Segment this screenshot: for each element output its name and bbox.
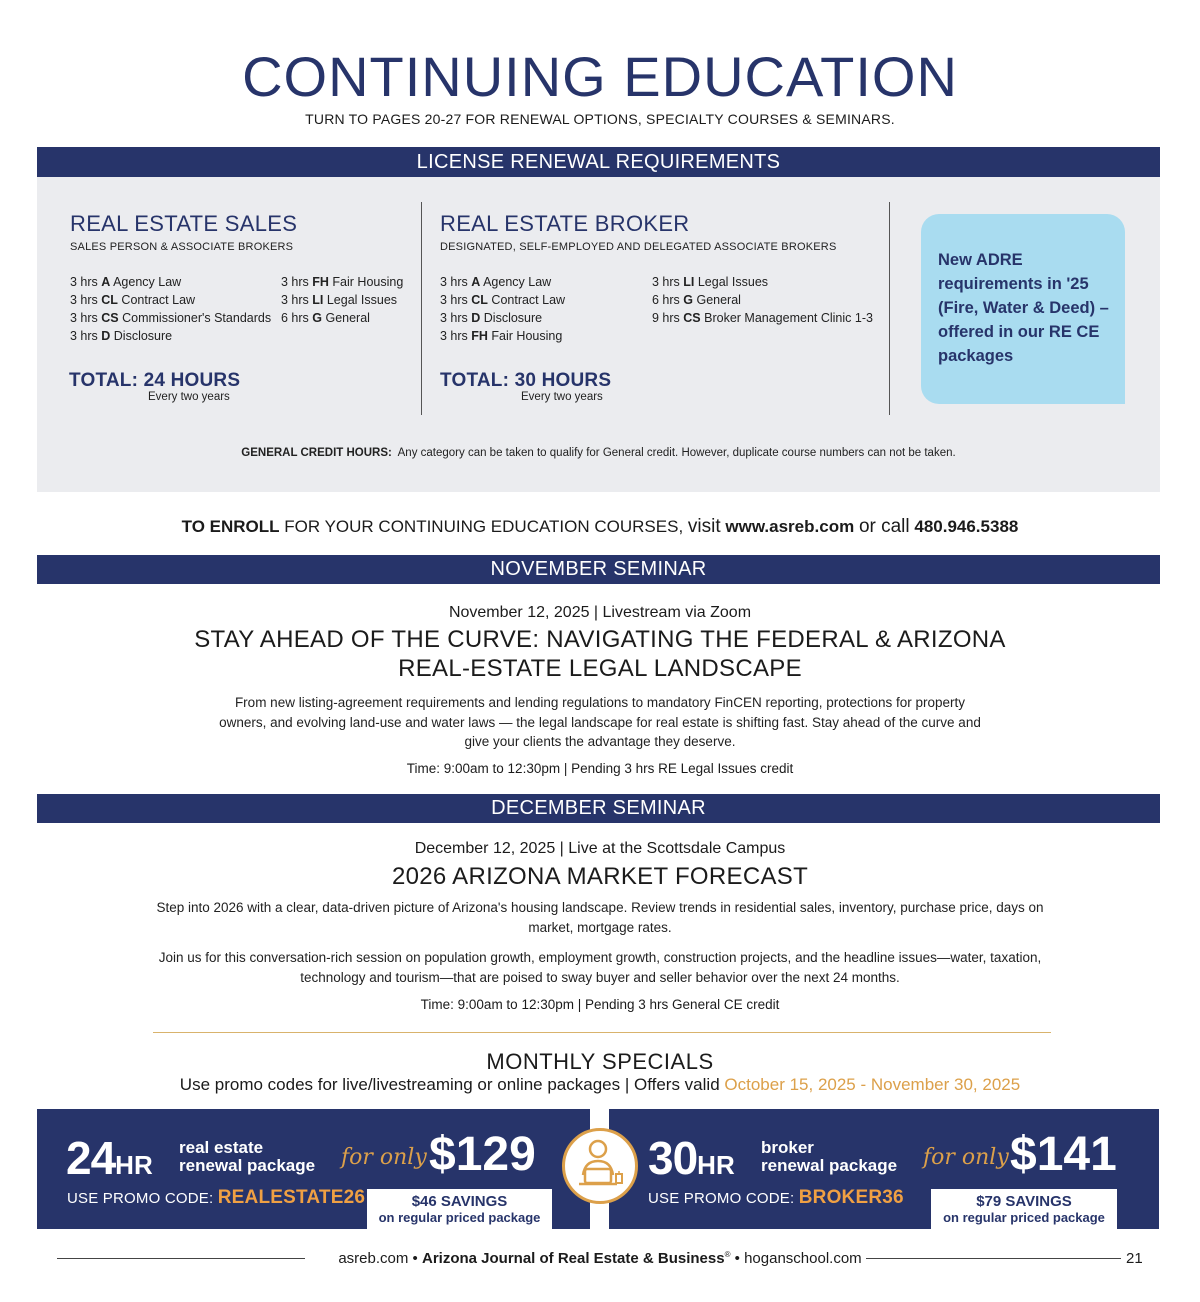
november-date: November 12, 2025 | Livestream via Zoom	[448, 604, 752, 621]
promo-price: $129	[429, 1128, 536, 1181]
december-band-label: DECEMBER SEMINAR	[491, 797, 706, 819]
promo-for-only: for only	[923, 1145, 1009, 1170]
sales-courses-right	[281, 273, 403, 327]
specials-subtitle	[0, 1075, 1200, 1095]
promo-hours: 30HR	[648, 1132, 735, 1184]
course-item: 3 hrs CL Contract Law	[440, 293, 566, 307]
promo-card-broker[interactable]	[609, 1109, 1159, 1229]
promo-code-line	[67, 1187, 365, 1209]
footer-journal: Arizona Journal of Real Estate & Business	[421, 1250, 725, 1267]
promo-package-name: real estate renewal package	[179, 1138, 316, 1175]
broker-courses-right	[652, 273, 873, 327]
course-item: 3 hrs FH Fair Housing	[440, 329, 563, 343]
december-description-2: Join us for this conversation-rich session on population growth, employment growth, construction projects, and the headline issues—water, taxation, technology and tourism—that are poised to sway buyer and seller behavior over the next 24 months.	[158, 950, 1042, 985]
course-item: 3 hrs LI Legal Issues	[281, 293, 398, 307]
promo-package-name: broker renewal package	[761, 1138, 898, 1175]
broker-period: Every two years	[521, 391, 603, 403]
course-item: 3 hrs D Disclosure	[70, 329, 173, 343]
course-item: 3 hrs FH Fair Housing	[281, 275, 404, 289]
december-seminar-band	[37, 794, 1160, 823]
promo-for-only: for only	[341, 1145, 427, 1170]
promo-code-label: USE PROMO CODE:	[648, 1190, 795, 1207]
laptop-user-icon	[562, 1128, 638, 1204]
divider	[153, 1032, 1051, 1033]
adre-callout	[921, 214, 1125, 404]
column-divider	[889, 202, 890, 415]
sales-period: Every two years	[148, 391, 230, 403]
enroll-text: FOR YOUR CONTINUING EDUCATION COURSES,	[284, 517, 684, 536]
footer-site-asreb[interactable]: asreb.com	[338, 1250, 409, 1267]
course-item: 6 hrs G General	[281, 311, 370, 325]
promo-code-label: USE PROMO CODE:	[67, 1190, 214, 1207]
november-title-line2: REAL-ESTATE LEGAL LANDSCAPE	[398, 655, 802, 682]
page-title: CONTINUING EDUCATION	[242, 45, 958, 108]
promo-savings-note: on regular priced package	[943, 1210, 1105, 1225]
footer-bullet: •	[412, 1250, 418, 1267]
december-date: December 12, 2025 | Live at the Scottsdale Campus	[414, 840, 786, 857]
course-item: 3 hrs CS Commissioner's Standards	[70, 311, 272, 325]
course-item: 3 hrs CL Contract Law	[70, 293, 196, 307]
license-renewal-band-label: LICENSE RENEWAL REQUIREMENTS	[416, 151, 781, 173]
page-number: 21	[1126, 1250, 1143, 1267]
footer-site-hogan[interactable]: hoganschool.com	[744, 1250, 862, 1267]
general-credit-label: GENERAL CREDIT HOURS:	[241, 447, 392, 459]
promo-savings-box	[367, 1189, 552, 1229]
sales-courses-left	[70, 273, 271, 345]
broker-courses-left	[440, 273, 565, 345]
promo-hours: 24HR	[66, 1132, 153, 1184]
enroll-visit: visit	[687, 516, 721, 537]
november-seminar-band	[37, 555, 1160, 584]
promo-code[interactable]: REALESTATE26	[217, 1187, 366, 1208]
enroll-or-call: or call	[858, 516, 910, 537]
promo-price: $141	[1010, 1128, 1117, 1181]
broker-subtitle: DESIGNATED, SELF-EMPLOYED AND DELEGATED ASSOCIATE BROKERS	[440, 241, 837, 253]
general-credit-note	[37, 447, 1160, 459]
sales-title: REAL ESTATE SALES	[70, 211, 298, 236]
specials-title: MONTHLY SPECIALS	[486, 1049, 714, 1074]
november-band-label: NOVEMBER SEMINAR	[490, 558, 707, 580]
enroll-lead: TO ENROLL	[181, 517, 280, 536]
promo-code[interactable]: BROKER36	[798, 1187, 904, 1208]
course-item: 6 hrs G General	[652, 293, 741, 307]
page-subtitle: TURN TO PAGES 20-27 FOR RENEWAL OPTIONS, SPECIALTY COURSES & SEMINARS.	[305, 111, 895, 127]
general-credit-text: Any category can be taken to qualify for General credit. However, duplicate course numbers can not be taken.	[397, 447, 956, 459]
course-item: 3 hrs A Agency Law	[70, 275, 182, 289]
enroll-url-link[interactable]: www.asreb.com	[725, 517, 855, 536]
promo-code-line	[648, 1187, 904, 1209]
december-description-1: Step into 2026 with a clear, data-driven picture of Arizona's housing landscape. Review trends in residential sales, inventory, purchase price, days on market, mortgage rates.	[156, 900, 1044, 935]
november-description: From new listing-agreement requirements and lending regulations to mandatory FinCEN reporting, protections for property owners, and evolving land-use and water laws — the legal landscape for real estate is shifting fast. Stay ahead of the curve and give your clients the advantage they deserve.	[219, 695, 981, 749]
course-item: 3 hrs D Disclosure	[440, 311, 543, 325]
enroll-phone[interactable]: 480.946.5388	[914, 517, 1019, 536]
license-renewal-band	[37, 147, 1160, 177]
adre-callout-text: New ADRE requirements in '25 (Fire, Water & Deed) – offered in our RE CE packages	[938, 251, 1109, 365]
promo-savings: $79 SAVINGS	[976, 1193, 1072, 1210]
specials-valid-dates: October 15, 2025 - November 30, 2025	[724, 1075, 1021, 1094]
column-divider	[421, 202, 422, 415]
course-item: 3 hrs LI Legal Issues	[652, 275, 769, 289]
sales-total: TOTAL: 24 HOURS	[69, 370, 241, 391]
broker-total: TOTAL: 30 HOURS	[440, 370, 612, 391]
sales-subtitle: SALES PERSON & ASSOCIATE BROKERS	[70, 241, 294, 253]
promo-savings-note: on regular priced package	[378, 1210, 541, 1225]
december-time: Time: 9:00am to 12:30pm | Pending 3 hrs General CE credit	[420, 997, 780, 1012]
footer-registered-mark: ®	[724, 1250, 731, 1259]
december-title: 2026 ARIZONA MARKET FORECAST	[391, 863, 809, 890]
november-time: Time: 9:00am to 12:30pm | Pending 3 hrs RE Legal Issues credit	[406, 761, 794, 776]
footer-bullet: •	[734, 1250, 740, 1267]
promo-card-sales[interactable]	[37, 1109, 590, 1229]
specials-subtitle-text: Use promo codes for live/livestreaming or online packages | Offers valid	[179, 1075, 720, 1094]
promo-savings: $46 SAVINGS	[411, 1193, 508, 1210]
promo-savings-box	[931, 1189, 1117, 1229]
broker-title: REAL ESTATE BROKER	[440, 211, 690, 236]
november-title-line1: STAY AHEAD OF THE CURVE: NAVIGATING THE FEDERAL & ARIZONA	[194, 626, 1006, 653]
course-item: 3 hrs A Agency Law	[440, 275, 552, 289]
course-item: 9 hrs CS Broker Management Clinic 1-3	[652, 311, 873, 325]
enroll-line	[0, 516, 1200, 538]
